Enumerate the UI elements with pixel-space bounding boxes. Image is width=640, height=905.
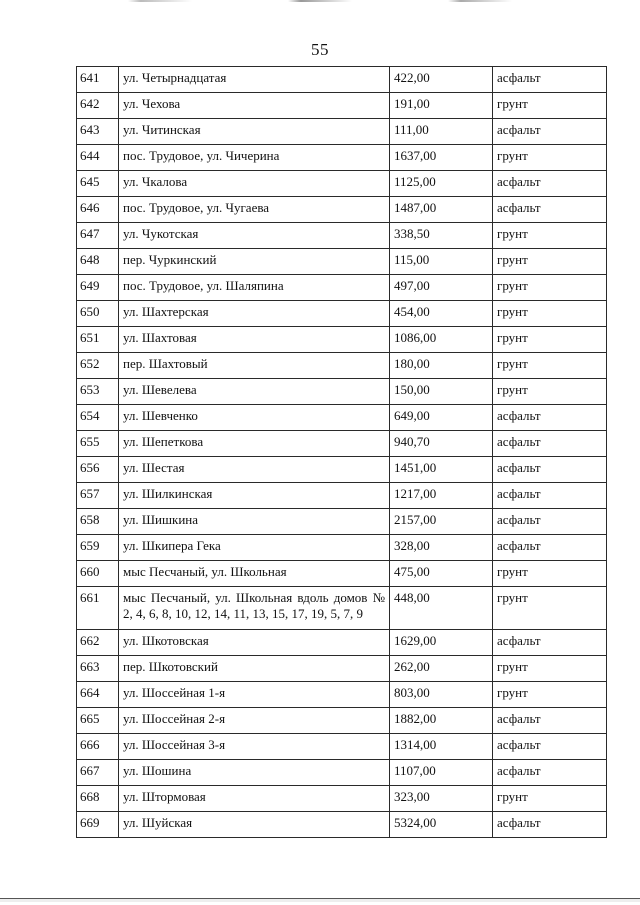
street-name-cell: ул. Четырнадцатая bbox=[119, 67, 390, 93]
street-name-cell: пер. Шахтовый bbox=[119, 353, 390, 379]
row-number-cell: 664 bbox=[77, 682, 119, 708]
row-number-cell: 649 bbox=[77, 275, 119, 301]
row-number-cell: 648 bbox=[77, 249, 119, 275]
row-number-cell: 657 bbox=[77, 483, 119, 509]
street-name-cell: ул. Шепеткова bbox=[119, 431, 390, 457]
row-number-cell: 646 bbox=[77, 197, 119, 223]
table-row bbox=[77, 535, 607, 561]
row-number-cell: 663 bbox=[77, 656, 119, 682]
length-cell: 448,00 bbox=[390, 587, 493, 630]
length-cell: 1882,00 bbox=[390, 708, 493, 734]
row-number-cell: 656 bbox=[77, 457, 119, 483]
row-number-cell: 658 bbox=[77, 509, 119, 535]
street-name-cell: мыс Песчаный, ул. Школьная bbox=[119, 561, 390, 587]
surface-cell: грунт bbox=[493, 587, 607, 630]
length-cell: 1629,00 bbox=[390, 630, 493, 656]
surface-cell: асфальт bbox=[493, 509, 607, 535]
length-cell: 803,00 bbox=[390, 682, 493, 708]
surface-cell: асфальт bbox=[493, 483, 607, 509]
roads-table-body bbox=[77, 67, 607, 838]
length-cell: 1107,00 bbox=[390, 760, 493, 786]
length-cell: 323,00 bbox=[390, 786, 493, 812]
surface-cell: грунт bbox=[493, 786, 607, 812]
surface-cell: грунт bbox=[493, 656, 607, 682]
street-name-cell: пос. Трудовое, ул. Шаляпина bbox=[119, 275, 390, 301]
scan-edge-bottom bbox=[0, 898, 640, 902]
surface-cell: асфальт bbox=[493, 734, 607, 760]
length-cell: 328,00 bbox=[390, 535, 493, 561]
table-row bbox=[77, 431, 607, 457]
surface-cell: грунт bbox=[493, 327, 607, 353]
surface-cell: асфальт bbox=[493, 630, 607, 656]
street-name-cell: пер. Шкотовский bbox=[119, 656, 390, 682]
length-cell: 115,00 bbox=[390, 249, 493, 275]
row-number-cell: 647 bbox=[77, 223, 119, 249]
table-row bbox=[77, 734, 607, 760]
length-cell: 2157,00 bbox=[390, 509, 493, 535]
street-name-cell: ул. Шкипера Гека bbox=[119, 535, 390, 561]
surface-cell: асфальт bbox=[493, 197, 607, 223]
street-name-cell: ул. Шилкинская bbox=[119, 483, 390, 509]
row-number-cell: 666 bbox=[77, 734, 119, 760]
surface-cell: асфальт bbox=[493, 67, 607, 93]
street-name-cell: ул. Шевченко bbox=[119, 405, 390, 431]
street-name-cell: ул. Шошина bbox=[119, 760, 390, 786]
street-name-cell: ул. Шоссейная 1-я bbox=[119, 682, 390, 708]
table-row bbox=[77, 587, 607, 630]
row-number-cell: 668 bbox=[77, 786, 119, 812]
street-name-cell: ул. Штормовая bbox=[119, 786, 390, 812]
length-cell: 1314,00 bbox=[390, 734, 493, 760]
row-number-cell: 662 bbox=[77, 630, 119, 656]
row-number-cell: 645 bbox=[77, 171, 119, 197]
street-name-cell: ул. Читинская bbox=[119, 119, 390, 145]
row-number-cell: 641 bbox=[77, 67, 119, 93]
surface-cell: асфальт bbox=[493, 405, 607, 431]
row-number-cell: 661 bbox=[77, 587, 119, 630]
surface-cell: грунт bbox=[493, 275, 607, 301]
length-cell: 454,00 bbox=[390, 301, 493, 327]
street-name-cell: ул. Шахтовая bbox=[119, 327, 390, 353]
row-number-cell: 643 bbox=[77, 119, 119, 145]
row-number-cell: 644 bbox=[77, 145, 119, 171]
street-name-cell: ул. Чукотская bbox=[119, 223, 390, 249]
length-cell: 497,00 bbox=[390, 275, 493, 301]
table-row bbox=[77, 67, 607, 93]
surface-cell: асфальт bbox=[493, 431, 607, 457]
surface-cell: грунт bbox=[493, 223, 607, 249]
length-cell: 1487,00 bbox=[390, 197, 493, 223]
table-row bbox=[77, 812, 607, 838]
street-name-cell: ул. Шуйская bbox=[119, 812, 390, 838]
street-name-cell: ул. Шкотовская bbox=[119, 630, 390, 656]
length-cell: 649,00 bbox=[390, 405, 493, 431]
roads-table bbox=[76, 66, 607, 838]
row-number-cell: 660 bbox=[77, 561, 119, 587]
scan-edge-top bbox=[0, 0, 640, 2]
surface-cell: грунт bbox=[493, 379, 607, 405]
row-number-cell: 651 bbox=[77, 327, 119, 353]
table-row bbox=[77, 760, 607, 786]
table-row bbox=[77, 379, 607, 405]
table-row bbox=[77, 353, 607, 379]
length-cell: 5324,00 bbox=[390, 812, 493, 838]
street-name-cell: ул. Шоссейная 2-я bbox=[119, 708, 390, 734]
length-cell: 338,50 bbox=[390, 223, 493, 249]
row-number-cell: 652 bbox=[77, 353, 119, 379]
length-cell: 422,00 bbox=[390, 67, 493, 93]
street-name-cell: ул. Шестая bbox=[119, 457, 390, 483]
table-row bbox=[77, 682, 607, 708]
row-number-cell: 669 bbox=[77, 812, 119, 838]
street-name-cell: пос. Трудовое, ул. Чичерина bbox=[119, 145, 390, 171]
table-row bbox=[77, 483, 607, 509]
street-name-cell: мыс Песчаный, ул. Школьная вдоль домов № 2, 4, 6, 8, 10, 12, 14, 11, 13, 15, 17, 19, 5, 7, 9 bbox=[119, 587, 390, 630]
table-row bbox=[77, 656, 607, 682]
surface-cell: асфальт bbox=[493, 812, 607, 838]
street-name-cell: пос. Трудовое, ул. Чугаева bbox=[119, 197, 390, 223]
length-cell: 475,00 bbox=[390, 561, 493, 587]
length-cell: 191,00 bbox=[390, 93, 493, 119]
table-row bbox=[77, 249, 607, 275]
table-row bbox=[77, 145, 607, 171]
length-cell: 262,00 bbox=[390, 656, 493, 682]
table-row bbox=[77, 197, 607, 223]
street-name-cell: ул. Чехова bbox=[119, 93, 390, 119]
table-row bbox=[77, 708, 607, 734]
length-cell: 1637,00 bbox=[390, 145, 493, 171]
street-name-cell: пер. Чуркинский bbox=[119, 249, 390, 275]
street-name-cell: ул. Шахтерская bbox=[119, 301, 390, 327]
surface-cell: грунт bbox=[493, 353, 607, 379]
street-name-cell: ул. Шоссейная 3-я bbox=[119, 734, 390, 760]
length-cell: 1451,00 bbox=[390, 457, 493, 483]
table-row bbox=[77, 301, 607, 327]
length-cell: 180,00 bbox=[390, 353, 493, 379]
row-number-cell: 642 bbox=[77, 93, 119, 119]
street-name-cell: ул. Чкалова bbox=[119, 171, 390, 197]
row-number-cell: 653 bbox=[77, 379, 119, 405]
table-row bbox=[77, 457, 607, 483]
surface-cell: грунт bbox=[493, 145, 607, 171]
length-cell: 1086,00 bbox=[390, 327, 493, 353]
surface-cell: асфальт bbox=[493, 119, 607, 145]
row-number-cell: 650 bbox=[77, 301, 119, 327]
surface-cell: грунт bbox=[493, 682, 607, 708]
row-number-cell: 659 bbox=[77, 535, 119, 561]
surface-cell: грунт bbox=[493, 93, 607, 119]
street-name-cell: ул. Шевелева bbox=[119, 379, 390, 405]
surface-cell: грунт bbox=[493, 249, 607, 275]
table-row bbox=[77, 119, 607, 145]
length-cell: 150,00 bbox=[390, 379, 493, 405]
table-row bbox=[77, 509, 607, 535]
row-number-cell: 654 bbox=[77, 405, 119, 431]
row-number-cell: 655 bbox=[77, 431, 119, 457]
table-row bbox=[77, 93, 607, 119]
table-row bbox=[77, 561, 607, 587]
table-row bbox=[77, 405, 607, 431]
table-row bbox=[77, 223, 607, 249]
surface-cell: асфальт bbox=[493, 708, 607, 734]
row-number-cell: 665 bbox=[77, 708, 119, 734]
page-number: 55 bbox=[311, 40, 329, 59]
surface-cell: асфальт bbox=[493, 171, 607, 197]
length-cell: 1125,00 bbox=[390, 171, 493, 197]
table-row bbox=[77, 786, 607, 812]
surface-cell: асфальт bbox=[493, 760, 607, 786]
row-number-cell: 667 bbox=[77, 760, 119, 786]
surface-cell: асфальт bbox=[493, 535, 607, 561]
street-name-cell: ул. Шишкина bbox=[119, 509, 390, 535]
length-cell: 1217,00 bbox=[390, 483, 493, 509]
surface-cell: грунт bbox=[493, 301, 607, 327]
surface-cell: асфальт bbox=[493, 457, 607, 483]
length-cell: 111,00 bbox=[390, 119, 493, 145]
table-row bbox=[77, 630, 607, 656]
table-row bbox=[77, 171, 607, 197]
length-cell: 940,70 bbox=[390, 431, 493, 457]
table-row bbox=[77, 275, 607, 301]
table-row bbox=[77, 327, 607, 353]
surface-cell: грунт bbox=[493, 561, 607, 587]
